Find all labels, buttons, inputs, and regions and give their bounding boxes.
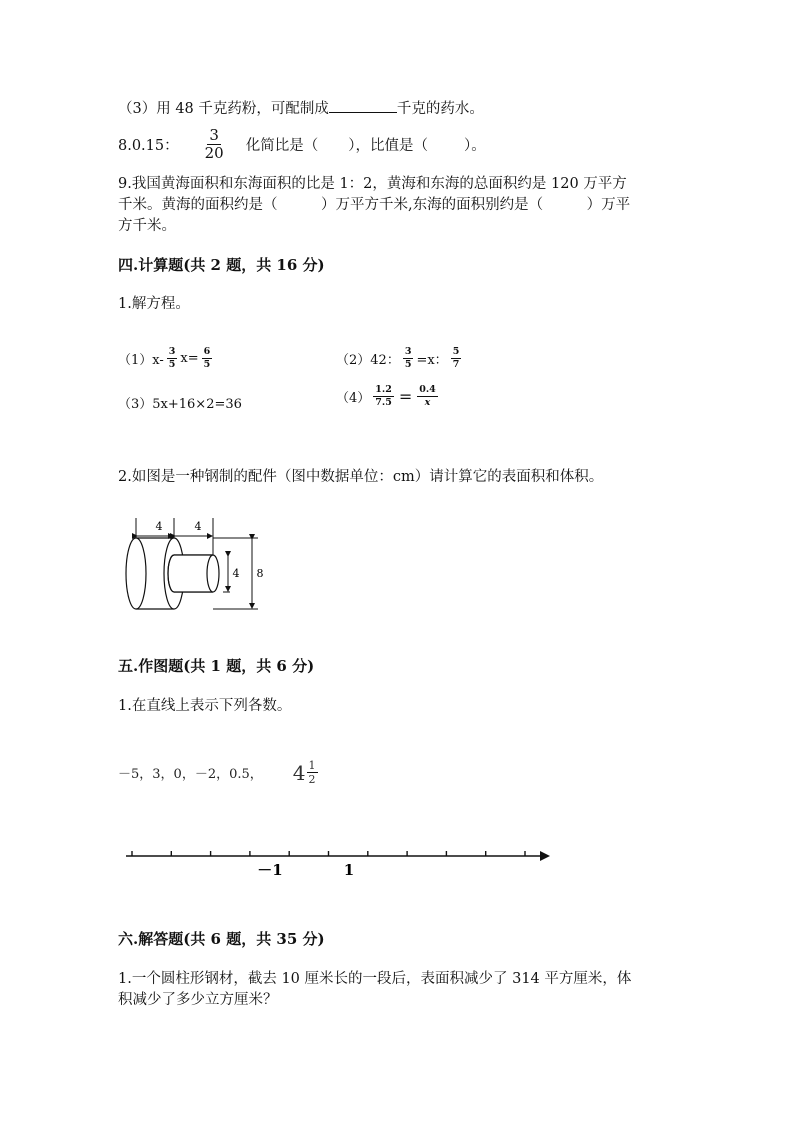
eq1-frac2: $\frac{6}{5}$ <box>203 346 211 370</box>
steel-part-figure <box>118 514 278 614</box>
q7-3-blank <box>329 98 397 113</box>
eq1 <box>118 347 215 369</box>
q8-prefix: 8.0.15： <box>118 138 179 154</box>
dim-outer-label: 8 <box>256 567 264 580</box>
section6-title: 六.解答题(共 6 题，共 35 分) <box>118 930 325 948</box>
mixed-number <box>293 760 321 785</box>
dim-left-label: 4 <box>155 520 163 533</box>
mixed-num: 1 <box>308 759 316 772</box>
eq1-label: （1）x- <box>118 352 164 368</box>
label-neg1: －1 <box>257 861 283 879</box>
eq4-equals: = <box>398 386 413 406</box>
q7-3-line <box>118 97 484 118</box>
calc2-title: 2.如图是一种钢制的配件（图中数据单位：cm）请计算它的表面积和体积。 <box>118 469 604 485</box>
answer1-line1: 1.一个圆柱形钢材，截去 10 厘米长的一段后，表面积减少了 314 平方厘米，体 <box>118 971 632 987</box>
eq4-frac1: $\frac{1.2}{7.5}$ <box>375 384 392 408</box>
mixed-den: 2 <box>308 773 316 786</box>
q8-frac-num: 3 <box>209 126 219 144</box>
q9-line3: 方千米。 <box>118 218 176 234</box>
eq2-mid: =x： <box>416 352 448 368</box>
eq1-mid: x= <box>180 350 199 366</box>
eq4-label: （4） <box>336 390 371 406</box>
q8-fraction <box>205 128 224 161</box>
q9-line1: 9.我国黄海面积和东海面积的比是 1：2，黄海和东海的总面积约是 120 万平方 <box>118 176 627 192</box>
draw1-number-list: －5，3，0，－2，0.5， <box>118 767 263 782</box>
eq2-frac1: $\frac{3}{5}$ <box>404 346 412 370</box>
section5-title: 五.作图题(共 1 题，共 6 分) <box>118 657 315 675</box>
mixed-whole: 4 <box>292 760 306 785</box>
eq3: （3）5x+16×2=36 <box>118 397 242 412</box>
q8-text2: ），比值是（ <box>348 138 428 154</box>
dim-right-label: 4 <box>194 520 202 533</box>
answer1-line2: 积减少了多少立方厘米？ <box>118 992 278 1008</box>
section4-title: 四.计算题(共 2 题，共 16 分) <box>118 256 325 274</box>
eq2-label: （2）42： <box>336 352 400 368</box>
eq2-frac2: $\frac{5}{7}$ <box>452 346 460 370</box>
eq1-frac1: $\frac{3}{5}$ <box>168 346 176 370</box>
eq2 <box>336 347 464 369</box>
eq4 <box>336 385 441 407</box>
dim-inner-label: 4 <box>232 567 240 580</box>
q8-text1: 化简比是（ <box>245 138 319 154</box>
eq4-frac2: $\frac{0.4}{x}$ <box>419 384 436 408</box>
q7-3-prefix: （3）用 48 千克药粉，可配制成 <box>118 101 329 117</box>
q8-frac-den: 20 <box>204 144 224 162</box>
draw1-numbers <box>118 760 321 785</box>
label-1: 1 <box>343 861 355 879</box>
q8-line <box>118 128 486 161</box>
draw1-title: 1.在直线上表示下列各数。 <box>118 698 292 714</box>
q9-line2: 千米。黄海的面积约是（ ）万平方千米,东海的面积别约是（ ）万平 <box>118 197 631 213</box>
calc1-title: 1.解方程。 <box>118 296 190 312</box>
q8-text3: ）。 <box>463 138 486 154</box>
arrow-right-icon <box>540 851 550 861</box>
number-line <box>120 845 560 885</box>
q7-3-suffix: 千克的药水。 <box>396 101 484 117</box>
